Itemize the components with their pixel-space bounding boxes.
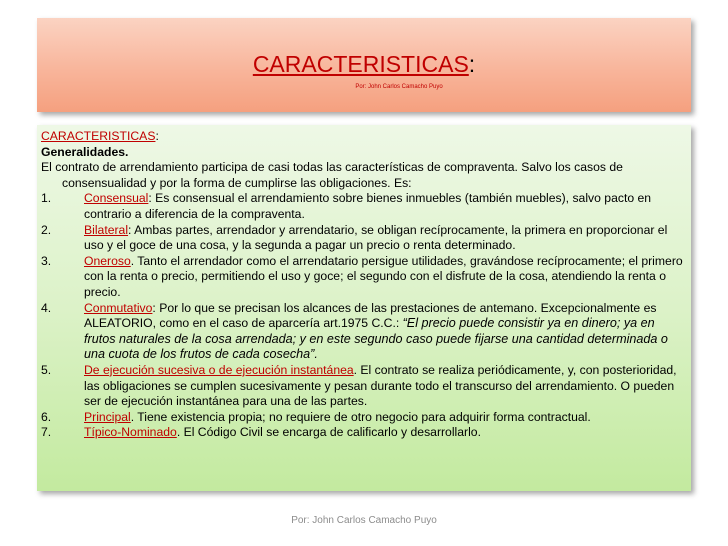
list-item-text — [84, 425, 687, 441]
list-item-text — [84, 301, 687, 363]
list-item — [41, 410, 687, 426]
slide-subtitle: Por: John Carlos Camacho Puyo — [355, 84, 443, 90]
list-item-description: : Ambas partes, arrendador y arrendatario, se obligan recíprocamente, la primera en proporcionar el uso y el goce de una cosa, y la segunda a pagar un precio o renta determinado. — [84, 222, 668, 253]
list-item-text — [84, 254, 687, 301]
list-item-description: . Tiene existencia propia; no requiere de otro negocio para adquirir forma contractual. — [130, 409, 591, 424]
slide-title-colon: : — [468, 51, 476, 77]
list-item — [41, 254, 687, 301]
list-item-description: : Por lo que se precisan los alcances de las prestaciones de antemano. Excepcionalmente es ALEATORIO, como en el caso de aparcería art.1975 C.C.: — [84, 300, 657, 331]
list-item-description: . El contrato se realiza periódicamente, y, con posterioridad, las obligaciones se cumplen sucesivamente y pesan durante todo el transcurso del arrendamiento. O pueden ser de ejecución instantánea para una de las partes. — [84, 362, 677, 409]
list-item-number: 7. — [41, 425, 52, 440]
list-item-description: . El Código Civil se encarga de calificarlo y desarrollarlo. — [176, 425, 481, 440]
content-heading-colon: : — [155, 129, 159, 143]
list-item — [41, 223, 687, 254]
list-item-term: Oneroso — [84, 253, 131, 268]
slide-footer: Por: John Carlos Camacho Puyo — [291, 515, 437, 526]
list-item-text — [84, 191, 687, 222]
slide-title — [37, 51, 691, 77]
list-item-term: Consensual — [84, 191, 149, 206]
list-item — [41, 301, 687, 363]
intro-paragraph: El contrato de arrendamiento participa de casi todas las características de compraventa. Salvo los casos de consensualidad y por la forma de cumplirse las obligaciones. Es: — [41, 160, 623, 190]
list-item-number: 6. — [41, 409, 52, 424]
list-item-number: 2. — [41, 222, 52, 237]
content-box — [37, 125, 691, 491]
list-item-term: Conmutativo — [84, 300, 153, 315]
list-item-number: 1. — [41, 191, 52, 206]
title-box — [37, 18, 691, 112]
list-item-quote: “El precio puede consistir ya en dinero; ya en frutos naturales de la cosa arrendada; y en este segundo caso puede fijarse una cantidad determinada o una cuota de los frutos de cada cosecha”. — [84, 316, 668, 362]
list-item-term: Principal — [84, 409, 131, 424]
section-title: Generalidades. — [41, 144, 129, 159]
list-item — [41, 191, 687, 222]
list-item-description: . Tanto el arrendador como el arrendatario persigue utilidades, gravándose recíprocamente; el primero con la renta o precio, permitiendo el uso y goce; el segundo con el disfrute de la cosa, atendiendo la renta o precio. — [84, 253, 683, 299]
list-item-number: 5. — [41, 362, 52, 377]
list-item-number: 4. — [41, 300, 52, 315]
list-item-term: De ejecución sucesiva o de ejecución instantánea — [84, 362, 354, 377]
content-heading — [41, 129, 687, 145]
list-item-text — [84, 410, 687, 426]
list-item-text — [84, 223, 687, 254]
list-item-term: Bilateral — [84, 222, 129, 237]
list-item-text — [84, 363, 687, 410]
list-item — [41, 363, 687, 410]
slide-title-text: CARACTERISTICAS — [252, 51, 469, 77]
list-item-number: 3. — [41, 253, 52, 268]
list-item — [41, 425, 687, 441]
list-item-term: Típico-Nominado — [84, 425, 177, 440]
content-heading-text: CARACTERISTICAS — [41, 129, 156, 143]
list-item-description: : Es consensual el arrendamiento sobre bienes inmuebles (también muebles), salvo pacto en contrario a diferencia de la compraventa. — [84, 191, 652, 221]
